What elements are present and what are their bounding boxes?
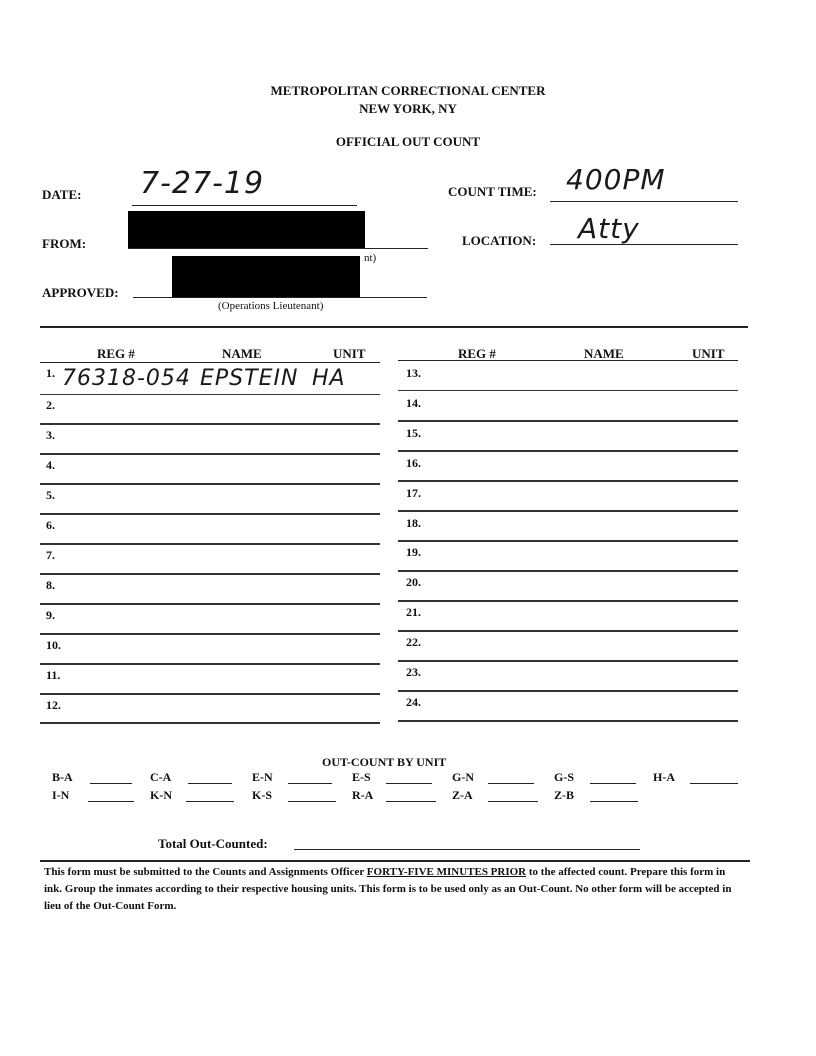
row-line	[40, 603, 380, 605]
unit-label: I-N	[52, 788, 70, 802]
right-reg-header: REG #	[458, 346, 496, 361]
row-line	[40, 483, 380, 485]
unit-blank	[288, 801, 336, 802]
left-header-line	[40, 362, 380, 363]
row-number: 1.	[46, 366, 55, 380]
unit-blank	[590, 783, 636, 784]
unit-label: G-N	[452, 770, 474, 784]
row-number: 2.	[46, 398, 55, 412]
unit-label: E-N	[252, 770, 273, 784]
row-line	[40, 693, 380, 695]
approved-label: APPROVED:	[42, 285, 119, 300]
footer-divider	[40, 860, 750, 862]
unit-label: Z-A	[452, 788, 473, 802]
form-title: OFFICIAL OUT COUNT	[335, 134, 481, 149]
row-number: 16.	[406, 456, 421, 470]
row-number: 18.	[406, 516, 421, 530]
row-line	[40, 453, 380, 455]
row-number: 21.	[406, 605, 421, 619]
facility-city: NEW YORK, NY	[359, 101, 457, 116]
row-line	[398, 510, 738, 512]
row-line	[398, 720, 738, 722]
unit-blank	[186, 801, 234, 802]
unit-blank	[386, 801, 436, 802]
footer-underlined: FORTY-FIVE MINUTES PRIOR	[366, 866, 527, 878]
date-line	[132, 205, 357, 206]
out-count-title: OUT-COUNT BY UNIT	[322, 755, 447, 769]
unit-blank	[488, 783, 534, 784]
section-divider	[40, 326, 748, 328]
unit-label: H-A	[653, 770, 675, 784]
count-time-label: COUNT TIME:	[448, 184, 537, 199]
redaction-box	[172, 256, 360, 297]
unit-label: Z-B	[554, 788, 575, 802]
date-value: 7-27-19	[140, 166, 265, 201]
row-reg: 76318-054	[62, 366, 191, 391]
row-line	[40, 423, 380, 425]
row-number: 10.	[46, 638, 61, 652]
unit-blank	[288, 783, 332, 784]
left-unit-header: UNIT	[333, 346, 366, 361]
date-label: DATE:	[42, 187, 82, 202]
approved-line	[133, 297, 427, 298]
row-line	[398, 420, 738, 422]
unit-blank	[90, 783, 132, 784]
count-time-line	[550, 201, 738, 202]
unit-label: C-A	[150, 770, 172, 784]
right-unit-header: UNIT	[692, 346, 725, 361]
left-name-header: NAME	[222, 346, 262, 361]
footer-text-before: This form must be submitted to the Counts and Assignments Officer	[44, 866, 367, 878]
unit-blank	[88, 801, 134, 802]
facility-title: METROPOLITAN CORRECTIONAL CENTER	[270, 83, 546, 98]
approved-caption: (Operations Lieutenant)	[218, 300, 324, 312]
row-line	[398, 480, 738, 482]
row-line	[40, 543, 380, 545]
row-name: EPSTEIN	[200, 366, 299, 391]
row-number: 4.	[46, 458, 55, 472]
unit-label: B-A	[52, 770, 73, 784]
unit-label: E-S	[352, 770, 371, 784]
unit-blank	[690, 783, 738, 784]
row-line	[398, 660, 738, 662]
row-number: 8.	[46, 578, 55, 592]
unit-label: G-S	[554, 770, 575, 784]
row-number: 7.	[46, 548, 55, 562]
total-out-counted-label: Total Out-Counted:	[158, 836, 268, 851]
unit-blank	[488, 801, 538, 802]
redaction-box	[128, 211, 365, 248]
row-number: 23.	[406, 665, 421, 679]
row-line	[398, 390, 738, 391]
row-number: 13.	[406, 366, 421, 380]
count-time-value: 400PM	[566, 163, 666, 196]
unit-blank	[386, 783, 432, 784]
from-caption: nt)	[364, 252, 377, 264]
submission-instructions	[44, 864, 744, 915]
from-line	[128, 248, 428, 249]
row-line	[40, 633, 380, 635]
row-line	[398, 600, 738, 602]
right-name-header: NAME	[584, 346, 624, 361]
right-header-line	[398, 360, 738, 361]
row-number: 6.	[46, 518, 55, 532]
row-line	[40, 513, 380, 515]
row-number: 11.	[46, 668, 61, 682]
row-number: 24.	[406, 695, 421, 709]
row-number: 14.	[406, 396, 421, 410]
row-line	[40, 573, 380, 575]
unit-blank	[188, 783, 232, 784]
row-line	[40, 394, 380, 395]
unit-label: K-S	[252, 788, 273, 802]
row-line	[40, 722, 380, 724]
unit-label: K-N	[150, 788, 172, 802]
row-line	[398, 570, 738, 572]
unit-blank	[590, 801, 638, 802]
row-line	[398, 450, 738, 452]
row-number: 17.	[406, 486, 421, 500]
row-line	[40, 663, 380, 665]
footer-text-after: to the affected count. Prepare this form in ink. Group the inmates according to their respective housing units. This form is to be used only as an Out-Count. No other form will be accepted in lieu of the Out-Count Form.	[44, 866, 732, 912]
row-line	[398, 540, 738, 542]
row-number: 9.	[46, 608, 55, 622]
left-reg-header: REG #	[97, 346, 135, 361]
unit-label: R-A	[352, 788, 374, 802]
row-number: 15.	[406, 426, 421, 440]
row-number: 19.	[406, 545, 421, 559]
row-number: 12.	[46, 698, 61, 712]
row-line	[398, 690, 738, 692]
row-number: 22.	[406, 635, 421, 649]
row-line	[398, 630, 738, 632]
from-label: FROM:	[42, 236, 87, 251]
location-value: Atty	[578, 212, 640, 245]
row-unit: HA	[312, 366, 346, 391]
row-number: 3.	[46, 428, 55, 442]
total-line	[294, 849, 640, 850]
row-number: 5.	[46, 488, 55, 502]
location-label: LOCATION:	[462, 233, 537, 248]
row-number: 20.	[406, 575, 421, 589]
